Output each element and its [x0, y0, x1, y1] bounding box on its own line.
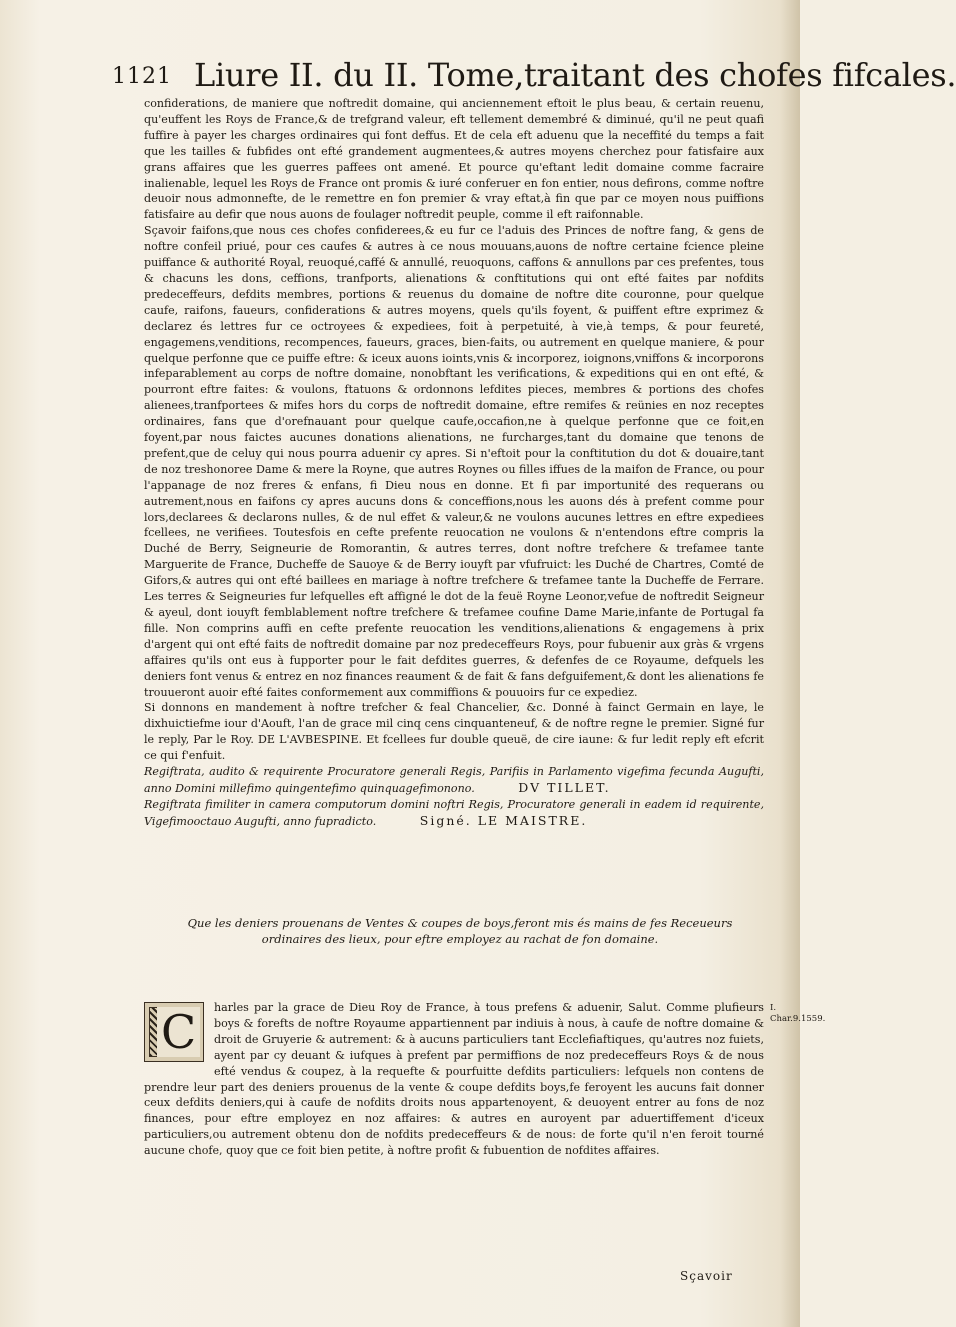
registration-note-2	[144, 797, 764, 830]
registration-note-2-text: Regiftrata fimiliter in camera computorum domini noftri Regis, Procuratore generali in eadem id requirente, Vigefimooctauo Augufti, anno fupradicto.	[144, 797, 764, 828]
registration-note-1	[144, 764, 764, 797]
ordinance-paragraph: harles par la grace de Dieu Roy de France, à tous prefens & aduenir, Salut. Comme plufieurs boys & forefts de noftre Royaume appartiennent par indiuis à nous, à caufe de noftre domaine & droit de Gruyerie & autrement: & à aucuns particuliers tant Ecclefiaftiques, qu'autres noz fuiets, ayent par cy deuant & iufques à prefent par permiffions de noz predeceffeurs Roys & de nous efté vendus & coupez, à la requefte & pourfuitte defdits particuliers: lefquels non contens de prendre leur part des deniers prouenus de la vente & coupe defdits boys,fe feroyent les aucuns fait donner ceux defdits deniers,qui à caufe de nofdits droits nous appartenoyent, & deuoyent entrer au fons de noz finances, pour eftre employez en noz affaires: & autres en auroyent par aduertiffement d'iceux particuliers,ou autrement obtenu don de nofdits predeceffeurs & de nous: de forte qu'il n'en feroit tourné aucune chofe, quoy que ce foit bien petite, à noftre profit & fubuention de nofdites affaires.	[144, 1001, 764, 1158]
registration-note-1-text: Regiftrata, audito & requirente Procuratore generali Regis, Parifiis in Parlamento vigefima fecunda Augufti, anno Domini millefimo quingentefimo quinquagefimonono.	[144, 765, 764, 795]
paragraph-3: Si donnons en mandement à noftre trefcher & feal Chancelier, &c. Donné à fainct Germain en laye, le dixhuictiefme iour d'Aouft, l'an de grace mil cinq cens cinquanteneuf, & de noftre regne le premier. Signé fur le reply, Par le Roy. DE L'AVBESPINE. Et fcellees fur double queuë, de cire iaune: & fur ledit reply eft efcrit ce qui f'enfuit.	[144, 701, 764, 763]
running-title: Liure II. du II. Tome,traitant des chofes fifcales.	[194, 56, 956, 94]
page-header	[112, 56, 956, 100]
margin-note: I. Char.9.1559.	[770, 1003, 826, 1024]
rubric-line-2: ordinaires des lieux, pour eftre employez au rachat de fon domaine.	[261, 932, 659, 946]
registration-note-1-signature: DV TILLET.	[518, 779, 611, 795]
registration-note-2-signature: Signé. LE MAISTRE.	[419, 812, 588, 828]
ordinance-text-block	[144, 1000, 764, 1159]
decorated-initial	[144, 1002, 204, 1062]
paragraph-1: confiderations, de maniere que noftredit domaine, qui anciennement eftoit le plus beau, & certain reuenu, qu'euffent les Roys de France,& de trefgrand valeur, eft tellement demembré & diminué, qu'il ne peut quafi fuffire à payer les charges ordinaires qui font deffus. Et de cela eft aduenu que la neceffité du temps a fait que les tailles & fubfides ont efté grandement augmentees,& autres moyens cherchez pour fatisfaire aux grans affaires que les guerres paffees ont amené. Et pource qu'eftant ledit domaine comme facraire inalienable, lequel les Roys de France ont promis & iuré conferuer en fon entier, nous defirons, comme noftre deuoir nous admonnefte, de le remettre en fon premier & vray eftat,à fin que par ce moyen nous puiffions fatisfaire au defir que nous auons de foulager noftredit peuple, comme il eft raifonnable.	[144, 97, 764, 222]
main-text-block	[144, 96, 764, 830]
paragraph-2: Sçavoir faifons,que nous ces chofes confiderees,& eu fur ce l'aduis des Princes de noftre fang, & gens de noftre confeil priué, pour ces caufes & autres à ce nous mouuans,auons de noftre certaine fcience pleine puiffance & authorité Royal, reuoqué,caffé & annullé, reuoquons, caffons & annullons par ces prefentes, tous & chacuns les dons, ceffions, tranfports, alienations & conftitutions qui ont efté faites par nofdits predeceffeurs, defdits membres, portions & reuenus du domaine de noftre dite couronne, pour quelque caufe, raifons, faueurs, confiderations & autres moyens, quels qu'ils foyent, & puiffent eftre exprimez & declarez és lettres fur ce octroyees & expediees, foit à perpetuité, à vie,à temps, & pour feureté, engagemens,venditions, recompences, faueurs, graces, bien-faits, ou autrement en quelque maniere, & pour quelque perfonne que ce puiffe eftre: & iceux auons ioints,vnis & incorporez, ioignons,vniffons & incorporons infeparablement au corps de noftre domaine, nonobftant les verifications, & expeditions qui en ont efté, & pourront eftre faites: & voulons, ftatuons & ordonnons lefdites pieces, membres & portions des chofes alienees,tranfportees & mifes hors du corps de noftredit domaine, eftre remifes & reünies en noz receptes ordinaires, fans que d'orefnauant pour quelque caufe,occafion,ne à quelque perfonne que ce foit,en foyent,par nous faictes aucunes donations alienations, ne furcharges,tant du domaine que tenons de prefent,que de celuy qui nous pourra aduenir cy apres. Si n'eftoit pour la conftitution du dot & douaire,tant de noz treshonoree Dame & mere la Royne, que autres Roynes ou filles iffues de la maifon de France, ou pour l'appanage de noz freres & enfans, fi Dieu nous en donne. Et fi par importunité des requerans ou autrement,nous en faifons cy apres aucuns dons & conceffions,nous les auons dés à prefent comme pour lors,declarees & declarons nulles, & de nul effet & valeur,& ne voulons aucunes lettres en eftre expediees fcellees, ne verifiees. Toutesfois en cefte prefente reuocation ne voulons & n'entendons eftre compris la Duché de Berry, Seigneurie de Romorantin, & autres terres, dont noftre trefchere & trefamee tante Marguerite de France, Ducheffe de Sauoye & de Berry iouyft par vfufruict: les Duché de Chartres, Comté de Gifors,& autres qui ont efté baillees en mariage à noftre trefchere & trefamee tante la Ducheffe de Ferrare. Les terres & Seigneuries fur lefquelles eft affigné le dot de la feuë Royne Leonor,vefue de noftredit Seigneur & ayeul, dont iouyft femblablement noftre trefchere & trefamee coufine Dame Marie,infante de Portugal fa fille. Non comprins auffi en cefte prefente reuocation les venditions,alienations & engagemens à prix d'argent qui ont efté faits de noftredit domaine par noz predeceffeurs Roys, pour fubuenir aux gràs & vrgens affaires qu'ils ont eus à fupporter pour le fait defdites guerres, & defenfes de ce Royaume, defquels les deniers font venus & entrez en noz finances reaument & de fait & fans defguifement,& dont les alienations fe trouueront auoir efté faites conformement aux commiffions & pouuoirs fur ce expediez.	[144, 224, 765, 699]
section-rubric	[180, 915, 740, 947]
decorated-initial-letter: C	[157, 1007, 200, 1057]
catchword: Sçavoir	[680, 1269, 733, 1283]
rubric-line-1: Que les deniers prouenans de Ventes & coupes de boys,feront mis és mains de fes Receueurs	[187, 916, 733, 930]
page-number: 1121	[112, 64, 172, 89]
